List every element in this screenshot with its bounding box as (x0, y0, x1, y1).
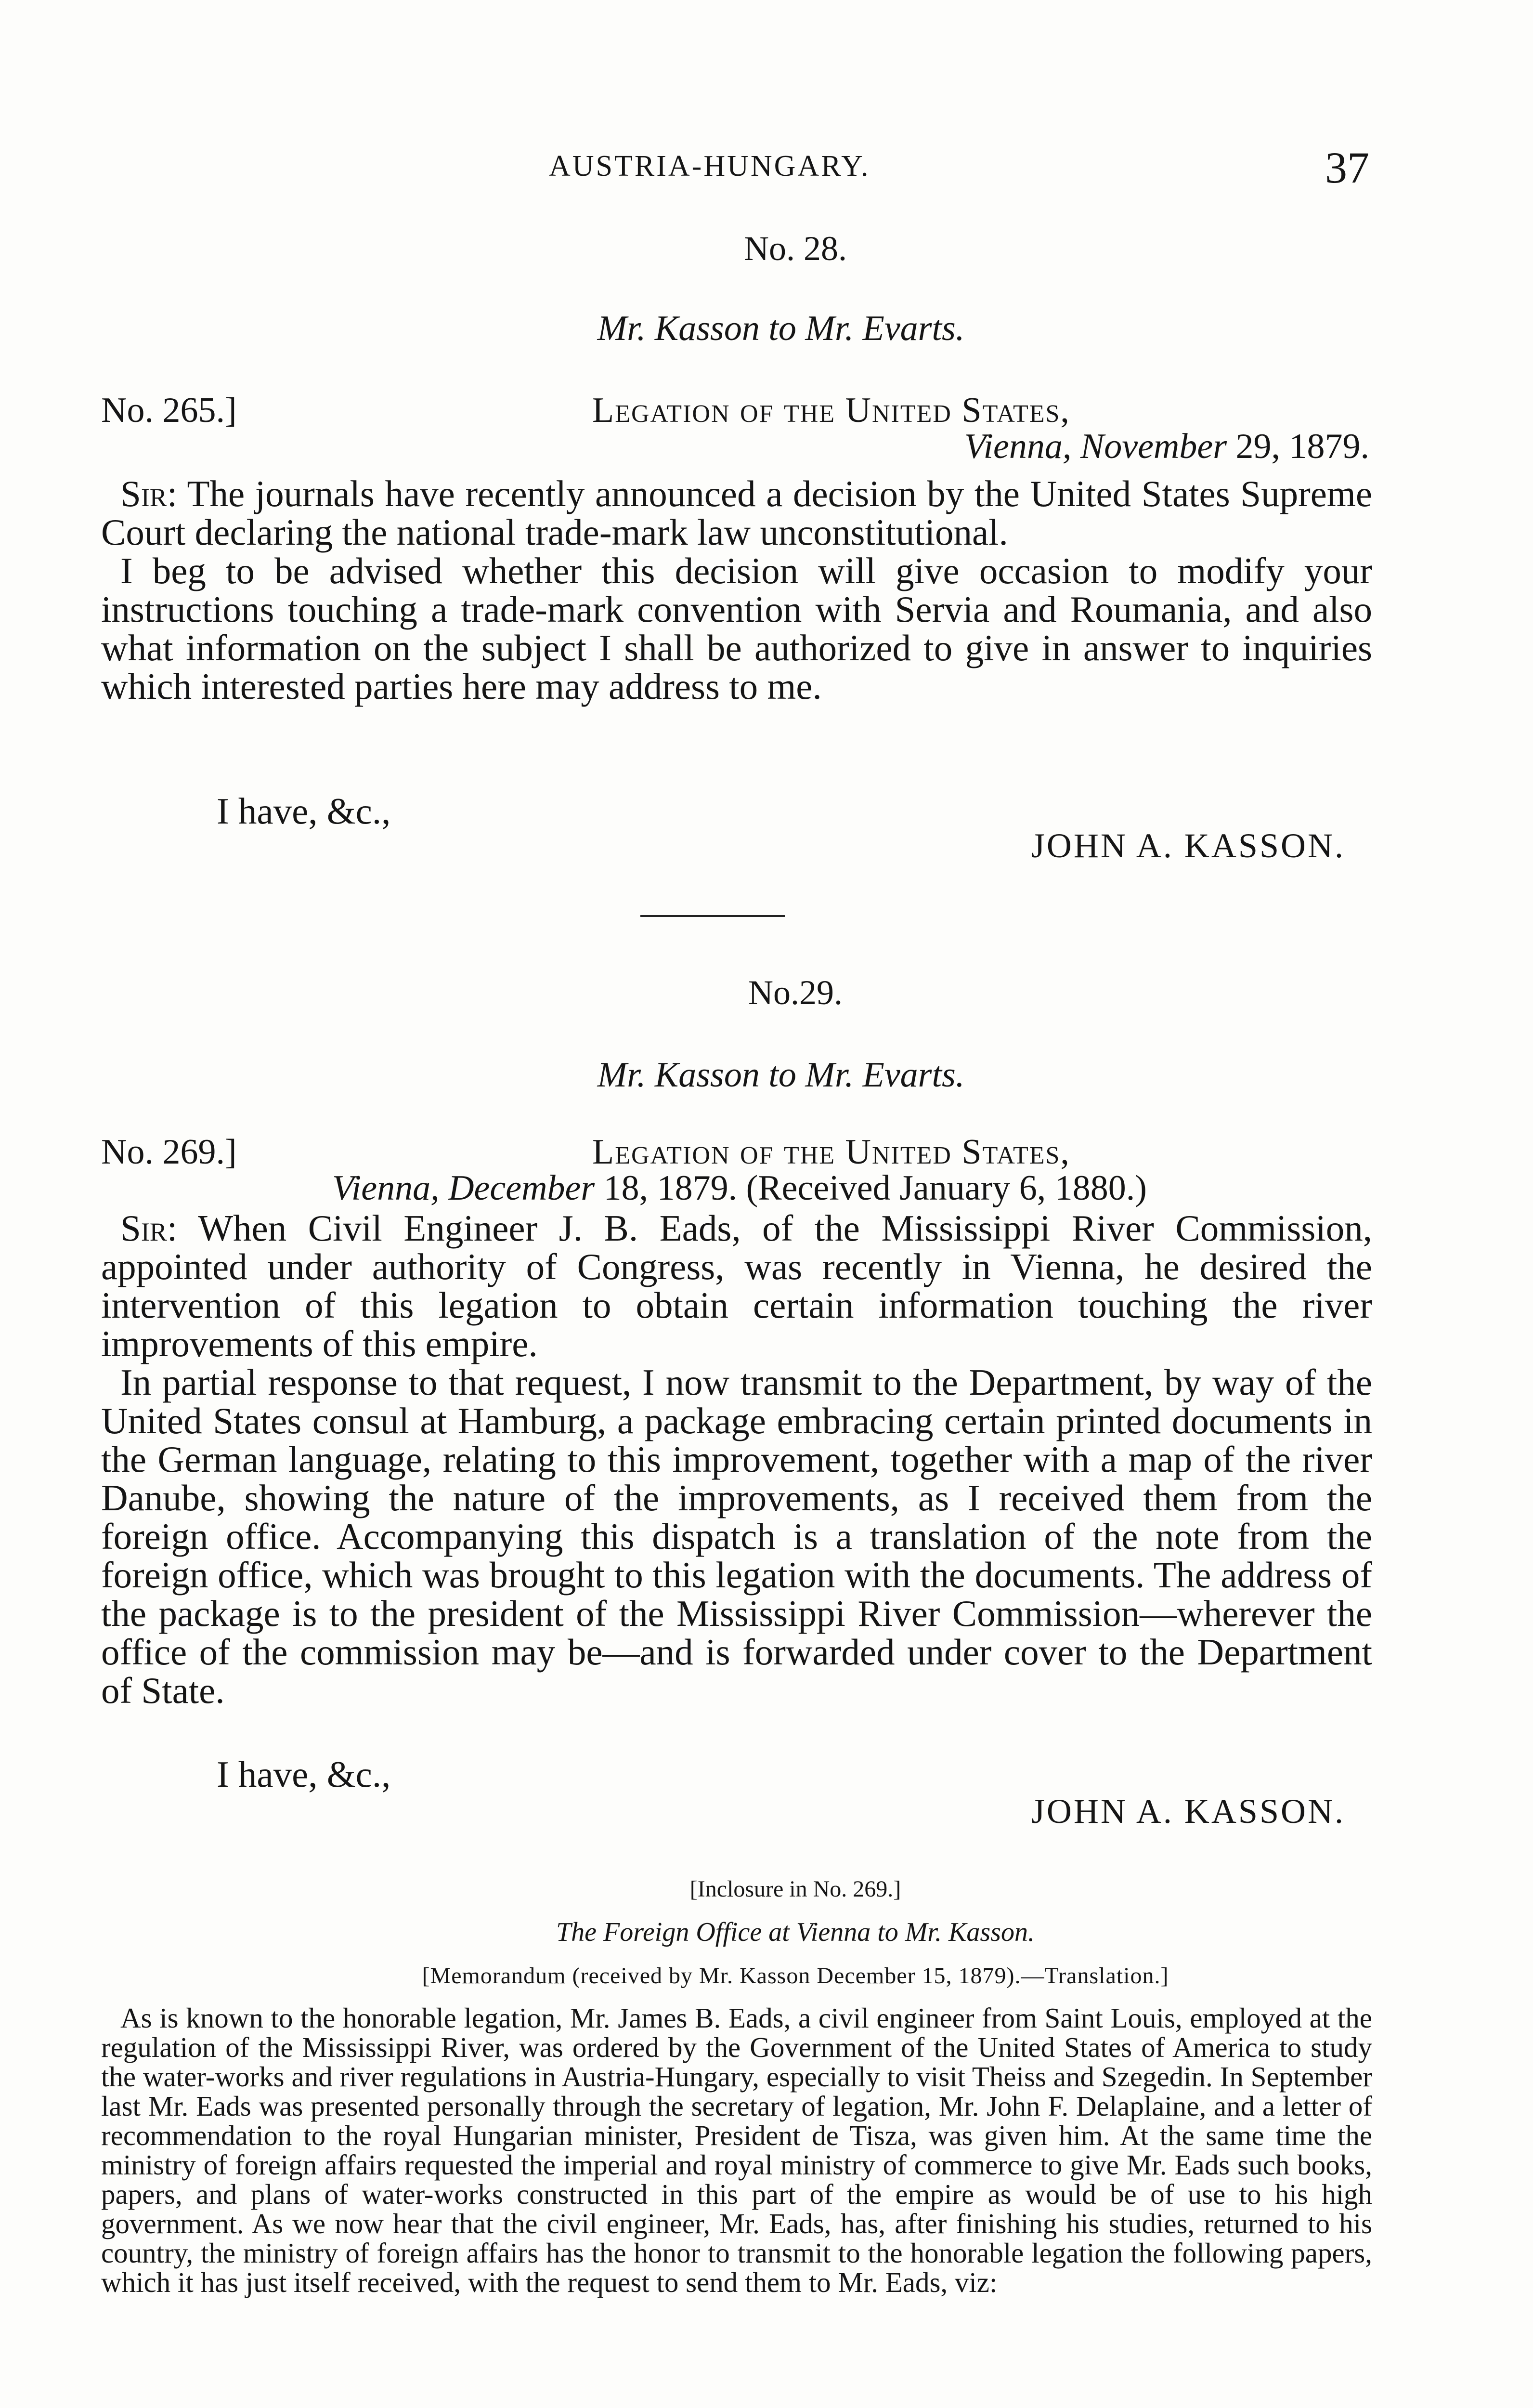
paragraph: In partial response to that request, I now transmit to the Department, by way of the United States consul at Hamburg, a package embracing certain printed documents in the German language, relating to this improvement, together with a map of the river Danube, showing the nature of the improvements, as I received them from the foreign office. Accompanying this dispatch is a translation of the note from the foreign office, which was brought to this legation with the documents. The address of the package is to the president of the Mississippi River Commission—wherever the office of the commission may be—and is forwarded under cover to the Department of State. (101, 1361, 1372, 1711)
memorandum-note: [Memorandum (received by Mr. Kasson December 15, 1879).—Translation.] (422, 1963, 1169, 1989)
document-heading: Mr. Kasson to Mr. Evarts. (597, 1055, 965, 1095)
legation-line: Legation of the United States, (592, 1132, 1070, 1172)
letter-body (101, 474, 1372, 706)
running-header (0, 144, 1533, 193)
letter-body (101, 1209, 1372, 1710)
signature: JOHN A. KASSON. (1031, 1792, 1345, 1831)
legation-line: Legation of the United States, (592, 391, 1070, 430)
document-number: No.29. (748, 973, 843, 1012)
paragraph: I beg to be advised whether this decision will give occasion to modify your instructions touching a trade-mark convention with Servia and Roumania, and also what information on the subject I shall be authorized to give in answer to inquiries which interested parties here may address to me. (101, 550, 1372, 707)
document-number: No. 28. (744, 229, 847, 268)
dateline: Vienna, November 29, 1879. (964, 427, 1369, 466)
closing: I have, &c., (217, 1754, 391, 1795)
running-title: AUSTRIA-HUNGARY. (549, 150, 870, 183)
paragraph: Sir: When Civil Engineer J. B. Eads, of the Mississippi River Commission, appointed under authority of Congress, was recently in Vienna, he desired the intervention of this legation to obtain certain information touching the river improvements of this empire. (101, 1207, 1372, 1364)
dispatch-number: No. 269.] (101, 1132, 237, 1172)
paragraph: As is known to the honorable legation, Mr. James B. Eads, a civil engineer from Saint Louis, employed at the regulation of the Mississippi River, was ordered by the Government of the United States of America to study the water-works and river regulations in Austria-Hungary, especially to visit Theiss and Szegedin. In September last Mr. Eads was presented personally through the secretary of legation, Mr. John F. Delaplaine, and a letter of recommendation to the royal Hungarian minister, President de Tisza, was given him. At the same time the ministry of foreign affairs requested the imperial and royal ministry of commerce to give Mr. Eads such books, papers, and plans of water-works constructed in this part of the empire as would be of use to his high government. As we now hear that the civil engineer, Mr. Eads, has, after finishing his studies, returned to his country, the ministry of foreign affairs has the honor to transmit to the honorable legation the following papers, which it has just itself received, with the request to send them to Mr. Eads, viz: (101, 2002, 1372, 2298)
document-heading: Mr. Kasson to Mr. Evarts. (597, 309, 965, 348)
page-number: 37 (1325, 143, 1369, 192)
dispatch-number: No. 265.] (101, 391, 237, 430)
memorandum-body (101, 2003, 1372, 2297)
inclosure-title: The Foreign Office at Vienna to Mr. Kasson. (556, 1917, 1035, 1947)
dateline: Vienna, December 18, 1879. (Received January 6, 1880.) (332, 1168, 1147, 1208)
signature: JOHN A. KASSON. (1031, 826, 1345, 865)
paragraph: Sir: The journals have recently announced a decision by the United States Supreme Court declaring the national trade-mark law unconstitutional. (101, 473, 1372, 553)
closing: I have, &c., (217, 790, 391, 832)
inclosure-note: [Inclosure in No. 269.] (689, 1876, 901, 1902)
section-divider (640, 915, 785, 917)
